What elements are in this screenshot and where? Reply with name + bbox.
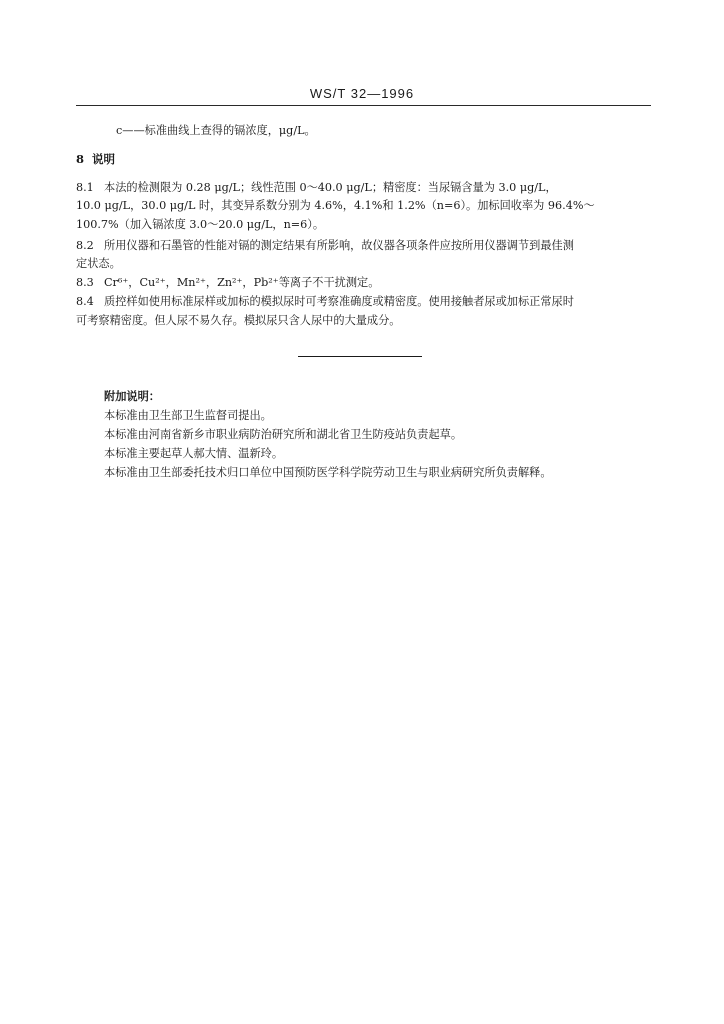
- item-number: 8.1: [76, 181, 94, 194]
- item-text: 本法的检测限为 0.28 μg/L；线性范围 0～40.0 μg/L；精密度：当尿镉含量为 3.0 μg/L，: [104, 181, 557, 194]
- item-8-4-line-2: 可考察精密度。但人尿不易久存。模拟尿只含人尿中的大量成分。: [76, 314, 401, 327]
- item-8-1-line-3: 100.7%（加入镉浓度 3.0～20.0 μg/L，n=6）。: [76, 218, 325, 231]
- item-number: 8.3: [76, 276, 94, 289]
- item-8-2-line-2: 定状态。: [76, 257, 121, 270]
- notes-line-3: 本标准主要起草人郝大情、温新玲。: [104, 447, 284, 460]
- item-8-2-line-1: [76, 238, 574, 253]
- item-number: 8.2: [76, 239, 94, 252]
- item-text: 所用仪器和石墨管的性能对镉的测定结果有所影响，故仪器各项条件应按所用仪器调节到最佳测: [104, 239, 574, 252]
- notes-line-1: 本标准由卫生部卫生监督司提出。: [104, 409, 272, 422]
- section-heading: [76, 151, 115, 167]
- section-title: 说明: [92, 152, 116, 166]
- symbol-definition: c——标准曲线上查得的镉浓度，μg/L。: [116, 124, 316, 137]
- item-text: Cr⁶⁺，Cu²⁺，Mn²⁺，Zn²⁺，Pb²⁺等离子不干扰测定。: [104, 276, 380, 289]
- item-8-1-line-1: [76, 180, 557, 195]
- notes-line-4: 本标准由卫生部委托技术归口单位中国预防医学科学院劳动卫生与职业病研究所负责解释。: [104, 466, 552, 479]
- header-rule: [76, 105, 651, 106]
- item-8-3-line-1: [76, 275, 379, 290]
- item-text: 质控样如使用标准尿样或加标的模拟尿时可考察准确度或精密度。使用接触者尿或加标正常尿时: [104, 295, 574, 308]
- end-of-text-rule: [298, 356, 422, 357]
- section-number: 8: [76, 152, 85, 166]
- item-8-1-line-2: 10.0 μg/L，30.0 μg/L 时，其变异系数分别为 4.6%，4.1%和 1.2%（n=6）。加标回收率为 96.4%～: [76, 199, 595, 212]
- standard-code-header: WS/T 32—1996: [309, 86, 415, 101]
- item-8-4-line-1: [76, 294, 574, 309]
- notes-title: 附加说明：: [104, 389, 160, 403]
- notes-line-2: 本标准由河南省新乡市职业病防治研究所和湖北省卫生防疫站负责起草。: [104, 428, 463, 441]
- item-number: 8.4: [76, 295, 94, 308]
